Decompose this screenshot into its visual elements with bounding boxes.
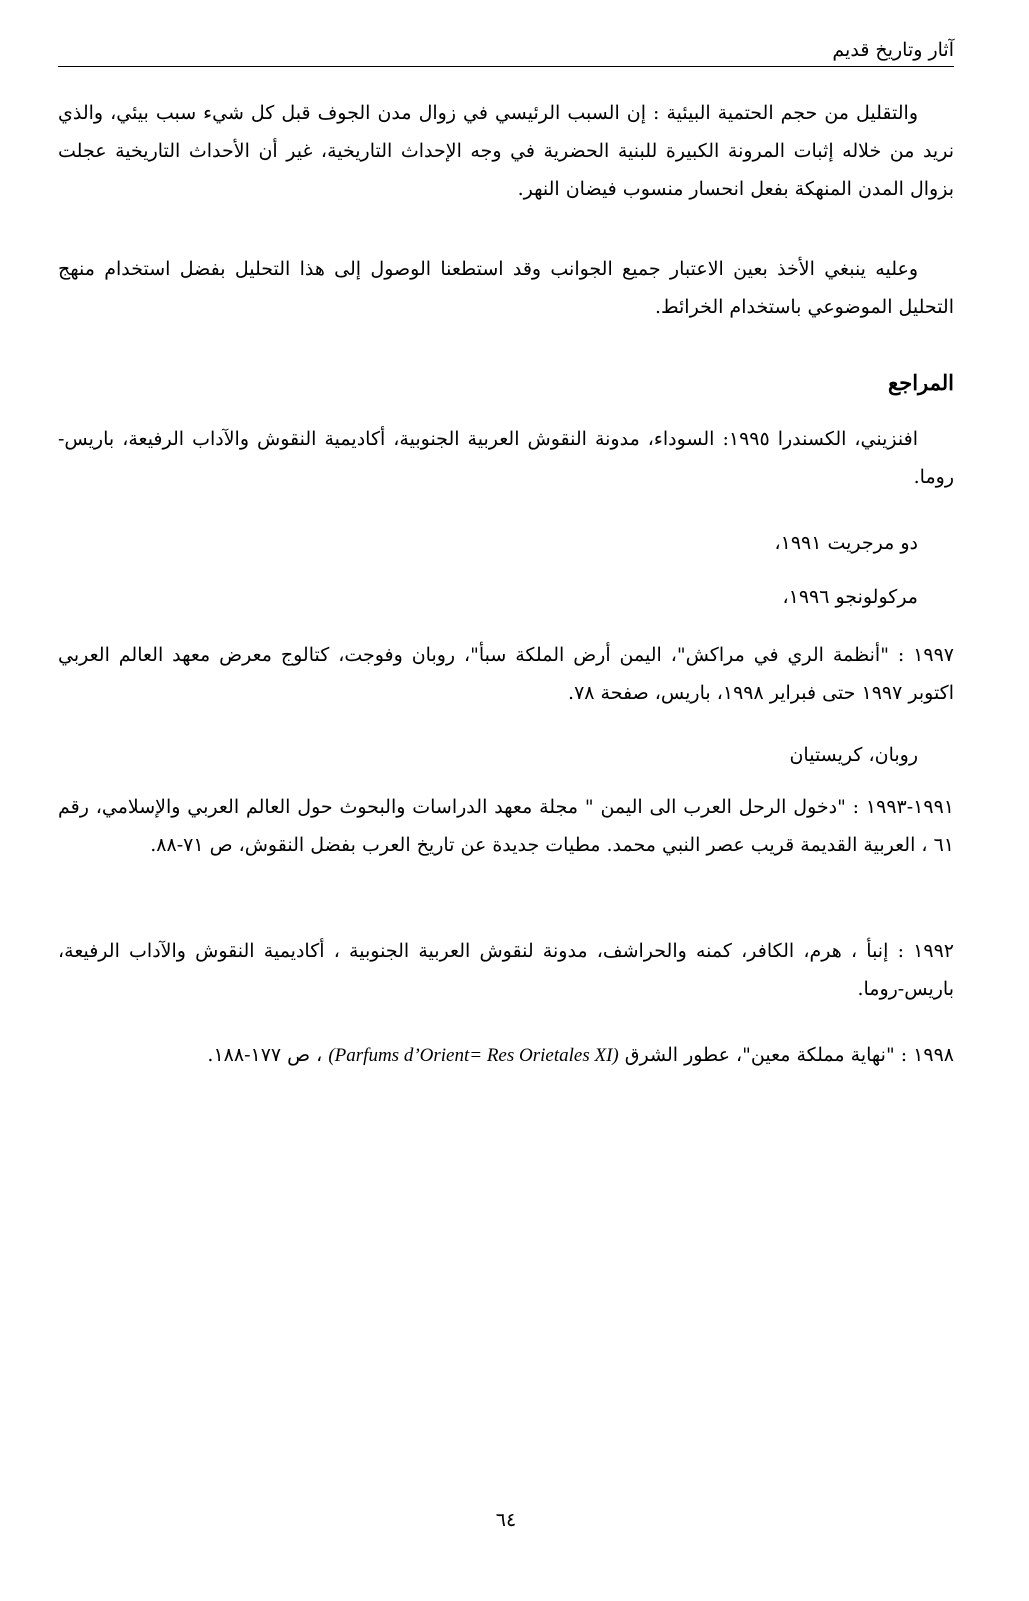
reference-page-range: ، ص ١٧٧-١٨٨. <box>207 1044 323 1066</box>
body-paragraph-1: والتقليل من حجم الحتمية البيئية : إن السبب الرئيسي في زوال مدن الجوف قبل كل شيء سبب بيئي، والذي نريد من خلاله إثبات المرونة الكبيرة للبنية الحضرية في وجه الإحداث التاريخية، غير أن الأحداث التاريخية عجلت بزوال المدن المنهكة بفعل انحسار منسوب فيضان النهر. <box>58 102 954 200</box>
reference-item: افنزيني، الكسندرا ١٩٩٥: السوداء، مدونة النقوش العربية الجنوبية، أكاديمية النقوش والآداب الرفيعة، باريس-روما. <box>58 428 954 488</box>
reference-item: دو مرجريت ١٩٩١، <box>774 532 918 554</box>
running-header: آثار وتاريخ قديم <box>832 39 954 61</box>
reference-item: ١٩٩٢ : إنبأ ، هرم، الكافر، كمنه والحراشف، مدونة لنقوش العربية الجنوبية ، أكاديمية النقوش والآداب الرفيعة، باريس-روما. <box>58 940 954 1000</box>
reference-latin-title: (Parfums d’Orient= Res Orietales XI) <box>328 1045 619 1066</box>
reference-item-last <box>58 1036 954 1075</box>
reference-arabic-part: ١٩٩٨ : "نهاية مملكة معين"، عطور الشرق <box>624 1044 954 1066</box>
reference-item: روبان، كريستيان <box>789 744 918 766</box>
header-rule <box>58 66 954 67</box>
reference-item: ١٩٩١-١٩٩٣ : "دخول الرحل العرب الى اليمن " مجلة معهد الدراسات والبحوث حول العالم العربي والإسلامي، رقم ٦١ ، العربية القديمة قريب عصر النبي محمد. مطيات جديدة عن تاريخ العرب بفضل النقوش، ص ٧١-٨٨. <box>58 796 954 856</box>
document-page <box>58 0 954 1601</box>
references-heading: المراجع <box>888 370 954 395</box>
page-number: ٦٤ <box>495 1509 517 1531</box>
reference-item: ١٩٩٧ : "أنظمة الري في مراكش"، اليمن أرض الملكة سبأ"، روبان وفوجت، كتالوج معرض معهد العالم العربي اكتوبر ١٩٩٧ حتى فبراير ١٩٩٨، باريس، صفحة ٧٨. <box>58 644 954 704</box>
reference-item: مركولونجو ١٩٩٦، <box>782 586 918 608</box>
body-paragraph-2: وعليه ينبغي الأخذ بعين الاعتبار جميع الجوانب وقد استطعنا الوصول إلى هذا التحليل بفضل استخدام منهج التحليل الموضوعي باستخدام الخرائط. <box>58 258 954 318</box>
